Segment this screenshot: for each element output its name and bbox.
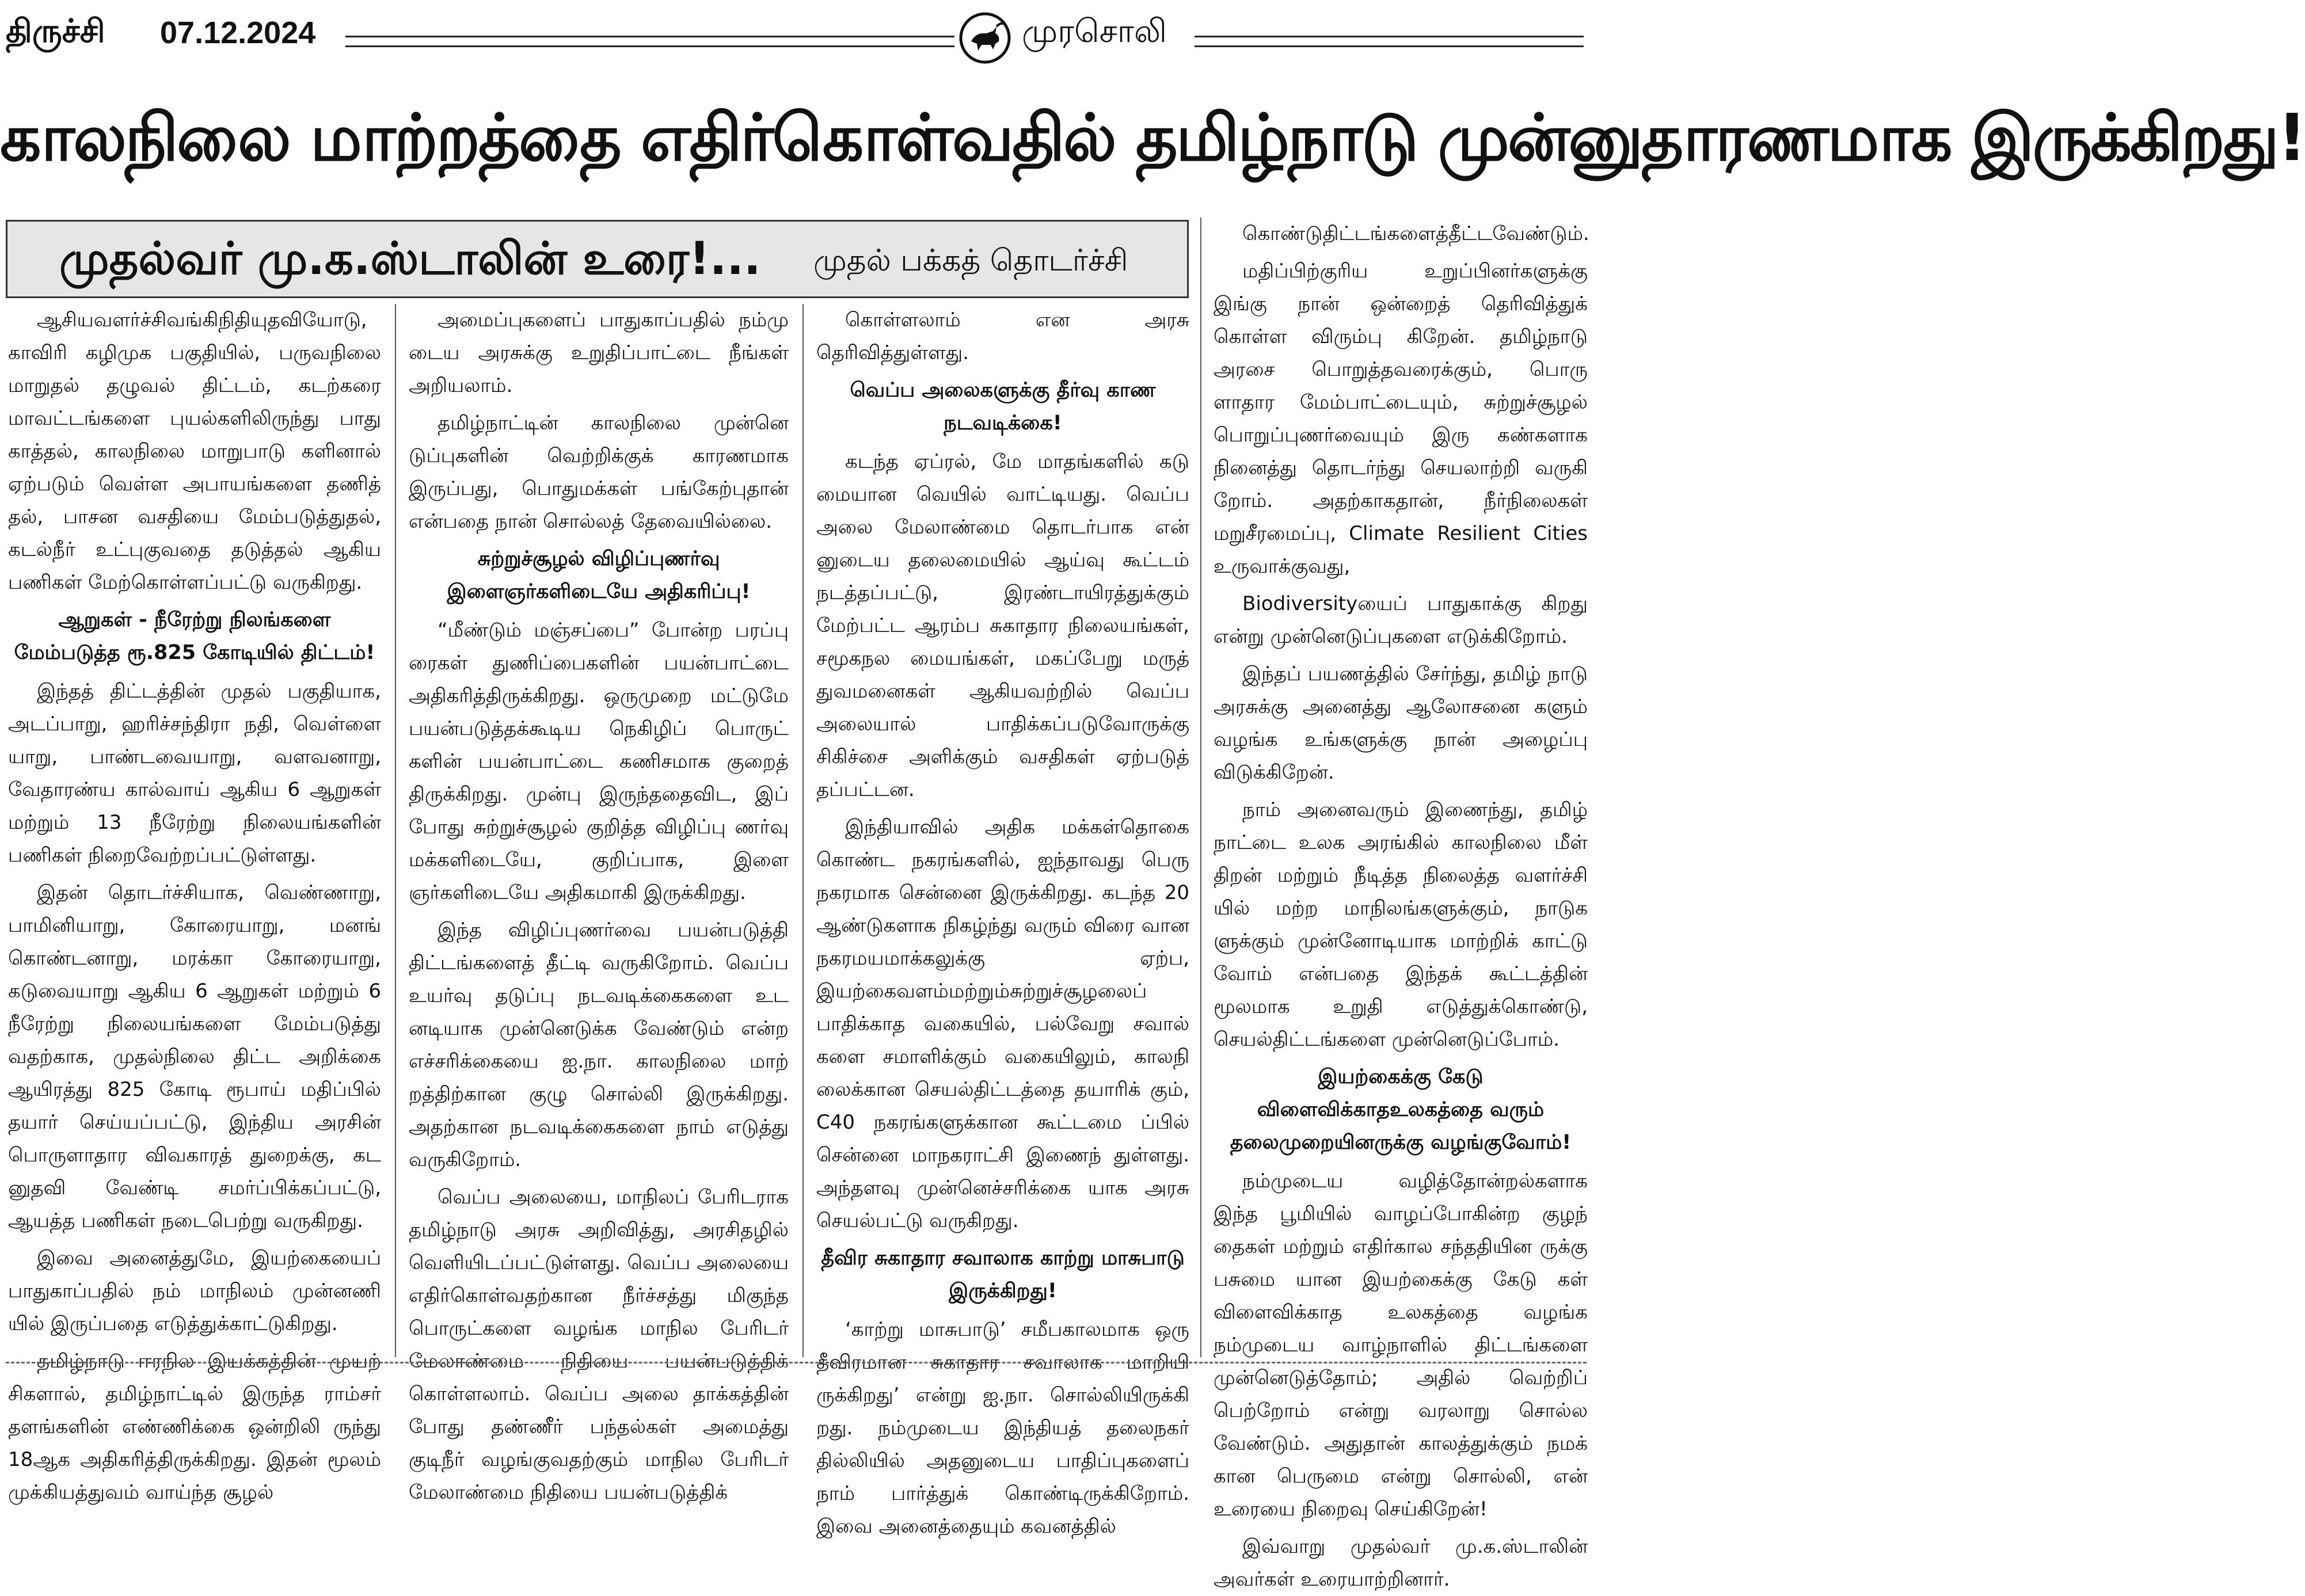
paragraph: அமைப்புகளைப் பாதுகாப்பதில் நம்மு டைய அரசுக்கு உறுதிப்பாட்டை நீங்கள் அறியலாம். — [409, 308, 789, 397]
masthead — [0, 0, 1592, 75]
paragraph: ‘காற்று மாசுபாடு’ சமீபகாலமாக ஒரு தீவிரமான சுகாதார சவாலாக மாறியி ருக்கிறது’ என்று ஐ.நா. சொல்லியிருக்கி றது. நம்முடைய இந்தியத் தலைநகர் தில்லியில் அதனுடைய பாதிப்புகளைப் நாம் பார்த்துக் கொண்டிருக்கிறோம். இவை அனைத்தையும் கவனத்தில் — [816, 1318, 1189, 1538]
section-subheading: இயற்கைக்கு கேடு விளைவிக்காதஉலகத்தை வரும் தலைமுறையினருக்கு வழங்குவோம்! — [1230, 1065, 1572, 1154]
section-subheading: வெப்ப அலைகளுக்கு தீர்வு காண நடவடிக்கை! — [850, 379, 1156, 435]
paragraph: இவ்வாறு முதல்வர் மு.க.ஸ்டாலின் அவர்கள் உரையாற்றினார். — [1214, 1535, 1588, 1591]
section-subheading: சுற்றுச்சூழல் விழிப்புணர்வு இளைஞர்களிடையே அதிகரிப்பு! — [447, 547, 751, 603]
subheadline-title: முதல்வர் மு.க.ஸ்டாலின் உரை!... — [59, 233, 761, 285]
paragraph: இந்தப் பயணத்தில் சேர்ந்து, தமிழ் நாடு அரசுக்கு அனைத்து ஆலோசனை களும் வழங்க உங்களுக்கு நான் அழைப்பு விடுக்கிறேன். — [1214, 662, 1588, 784]
paragraph: கடந்த ஏப்ரல், மே மாதங்களில் கடு மையான வெயில் வாட்டியது. வெப்ப அலை மேலாண்மை தொடர்பாக என் னுடைய தலைமையில் ஆய்வு கூட்டம் நடத்தப்பட்டு, இரண்டாயிரத்துக்கும் மேற்பட்ட ஆரம்ப சுகாதார நிலையங்கள், சமூகநல மையங்கள், மகப்பேறு மருத் துவமனைகள் ஆகியவற்றில் வெப்ப அலையால் பாதிக்கப்படுவோருக்கு சிகிச்சை அளிக்கும் வசதிகள் ஏற்படுத் தப்பட்டன. — [816, 450, 1189, 801]
paragraph: இவை அனைத்துமே, இயற்கையைப் பாதுகாப்பதில் நம் மாநிலம் முன்னணி யில் இருப்பதை எடுத்துக்காட்டுகிறது. — [8, 1247, 381, 1335]
edition-city: திருச்சி — [6, 13, 105, 50]
paragraph: கொண்டுதிட்டங்களைத்தீட்டவேண்டும். — [1242, 222, 1589, 245]
paragraph: இதன் தொடர்ச்சியாக, வெண்ணாறு, பாமினியாறு, கோரையாறு, மனங் கொண்டனாறு, மரக்கா கோரையாறு, கடுவையாறு ஆகிய 6 ஆறுகள் மற்றும் 6 நீரேற்று நிலையங்களை மேம்படுத்து வதற்காக, முதல்நிலை திட்ட அறிக்கை ஆயிரத்து 825 கோடி ரூபாய் மதிப்பில் தயார் செய்யப்பட்டு, இந்திய அரசின் பொருளாதார விவகாரத் துறைக்கு, கட னுதவி வேண்டி சமர்ப்பிக்கப்பட்டு, ஆயத்த பணிகள் நடைபெற்று வருகிறது. — [8, 881, 381, 1232]
paragraph: இந்தத் திட்டத்தின் முதல் பகுதியாக, அடப்பாறு, ஹரிச்சந்திரா நதி, வெள்ளை யாறு, பாண்டவையாறு, வளவனாறு, வேதாரண்ய கால்வாய் ஆகிய 6 ஆறுகள் மற்றும் 13 நீரேற்று நிலையங்களின் பணிகள் நிறைவேற்றப்பட்டுள்ளது. — [8, 680, 381, 867]
edition-date: 07.12.2024 — [160, 16, 316, 50]
paragraph: நம்முடைய வழித்தோன்றல்களாக இந்த பூமியில் வாழப்போகின்ற குழந் தைகள் மற்றும் எதிர்கால சந்ததியின ருக்கு பசுமை யான இயற்கைக்கு கேடு கள் விளைவிக்காத உலகத்தை வழங்க நம்முடைய வாழ்நாளில் திட்டங்களை முன்னெடுத்தோம்; அதில் வெற்றிப் பெற்றோம் என்று வரலாறு சொல்ல வேண்டும். அதுதான் காலத்துக்கும் நமக் கான பெருமை என்று சொல்லி, என் உரையை நிறைவு செய்கிறேன்! — [1214, 1170, 1588, 1521]
paragraph: நாம் அனைவரும் இணைந்து, தமிழ் நாட்டை உலக அரங்கில் காலநிலை மீள் திறன் மற்றும் நீடித்த நிலைத்த வளர்ச்சி யில் மற்ற மாநிலங்களுக்கும், நாடுக ளுக்கும் முன்னோடியாக மாற்றிக் காட்டு வோம் என்பதை இந்தக் கூட்டத்தின் மூலமாக உறுதி எடுத்துக்கொண்டு, செயல்திட்டங்களை முன்னெடுப்போம். — [1214, 798, 1588, 1051]
article-column-1 — [8, 304, 381, 1504]
masthead-rule-right — [1195, 36, 1584, 47]
column-divider — [395, 304, 396, 1357]
newspaper-name: முரசொலி — [1022, 13, 1167, 50]
paragraph: தமிழ்நாடு ஈரநில இயக்கத்தின் முயற் சிகளால், தமிழ்நாட்டில் இருந்த ராம்சர் தளங்களின் எண்ணிக்கை ஒன்றிலி ருந்து 18ஆக அதிகரித்திருக்கிறது. இதன் மூலம் முக்கியத்துவம் வாய்ந்த சூழல் — [8, 1350, 381, 1504]
column-divider — [802, 304, 804, 1357]
paragraph: கொள்ளலாம் என அரசு தெரிவித்துள்ளது. — [816, 308, 1189, 364]
bull-emblem-icon — [958, 12, 1011, 64]
paragraph: மதிப்பிற்குரிய உறுப்பினர்களுக்கு இங்கு நான் ஒன்றைத் தெரிவித்துக் கொள்ள விரும்பு கிறேன். தமிழ்நாடு அரசை பொறுத்தவரைக்கும், பொரு ளாதார மேம்பாட்டையும், சுற்றுச்சூழல் பொறுப்புணர்வையும் இரு கண்களாக நினைத்து தொடர்ந்து செயலாற்றி வருகி றோம். அதற்காகதான், நீர்நிலைகள் மறுசீரமைப்பு, Climate Resilient Cities உருவாக்குவது, — [1214, 260, 1588, 578]
page-headline: காலநிலை மாற்றத்தை எதிர்கொள்வதில் தமிழ்நாடு முன்னுதாரணமாக இருக்கிறது! — [0, 101, 2305, 176]
paragraph: இந்தியாவில் அதிக மக்கள்தொகை கொண்ட நகரங்களில், ஐந்தாவது பெரு நகரமாக சென்னை இருக்கிறது. கடந்த 20 ஆண்டுகளாக நிகழ்ந்து வரும் விரை வான நகரமயமாக்கலுக்கு ஏற்ப, இயற்கைவளம்மற்றும்சுற்றுச்சூழலைப் பாதிக்காத வகையில், பல்வேறு சவால் களை சமாளிக்கும் வகையிலும், காலநி லைக்கான செயல்திட்டத்தை தயாரிக் கும், C40 நகரங்களுக்கான கூட்டமை ப்பில் சென்னை மாநகராட்சி இணைந் துள்ளது. அந்தளவு முன்னெச்சரிக்கை யாக அரசு செயல்பட்டு வருகிறது. — [816, 816, 1189, 1232]
paragraph: வெப்ப அலையை, மாநிலப் பேரிடராக தமிழ்நாடு அரசு அறிவித்து, அரசிதழில் வெளியிடப்பட்டுள்ளது. வெப்ப அலையை எதிர்கொள்வதற்கான நீர்ச்சத்து மிகுந்த பொருட்களை வழங்க மாநில பேரிடர் மேலாண்மை நிதியை பயன்படுத்திக் கொள்ளலாம். வெப்ப அலை தாக்கத்தின் போது தண்ணீர் பந்தல்கள் அமைத்து குடிநீர் வழங்குவதற்கும் மாநில பேரிடர் மேலாண்மை நிதியை பயன்படுத்திக் — [409, 1186, 789, 1504]
section-subheading: தீவிர சுகாதார சவாலாக காற்று மாசுபாடு இருக்கிறது! — [821, 1247, 1185, 1302]
bottom-rule — [6, 1362, 1587, 1363]
article-column-3 — [816, 304, 1189, 1538]
paragraph: Biodiversityயைப் பாதுகாக்கு கிறது என்று முன்னெடுப்புகளை எடுக்கிறோம். — [1214, 592, 1588, 648]
paragraph: இந்த விழிப்புணர்வை பயன்படுத்தி திட்டங்களைத் தீட்டி வருகிறோம். வெப்ப உயர்வு தடுப்பு நடவடிக்கைகளை உட னடியாக முன்னெடுக்க வேண்டும் என்ற எச்சரிக்கையை ஐ.நா. காலநிலை மாற் றத்திற்கான குழு சொல்லி இருக்கிறது. அதற்கான நடவடிக்கைகளை நாம் எடுத்து வருகிறோம். — [409, 919, 789, 1171]
article-column-4 — [1214, 218, 1589, 1591]
paragraph: தமிழ்நாட்டின் காலநிலை முன்னெ டுப்புகளின் வெற்றிக்குக் காரணமாக இருப்பது, பொதுமக்கள் பங்கேற்புதான் என்பதை நான் சொல்லத் தேவையில்லை. — [409, 412, 789, 533]
subheadline-box — [6, 220, 1189, 298]
article-column-2 — [409, 304, 789, 1504]
section-subheading: ஆறுகள் - நீரேற்று நிலங்களை மேம்படுத்த ரூ.825 கோடியில் திட்டம்! — [14, 608, 375, 664]
column-divider — [1200, 218, 1201, 1357]
paragraph: ஆசியவளர்ச்சிவங்கிநிதியுதவியோடு, காவிரி கழிமுக பகுதியில், பருவநிலை மாறுதல் தழுவல் திட்டம், கடற்கரை மாவட்டங்களை புயல்களிலிருந்து பாது காத்தல், காலநிலை மாறுபாடு களினால் ஏற்படும் வெள்ள அபாயங்களை தணித் தல், பாசன வசதியை மேம்படுத்துதல், கடல்நீர் உட்புகுவதை தடுத்தல் ஆகிய பணிகள் மேற்கொள்ளப்பட்டு வருகிறது. — [8, 308, 381, 594]
paragraph: “மீண்டும் மஞ்சப்பை” போன்ற பரப்பு ரைகள் துணிப்பைகளின் பயன்பாட்டை அதிகரித்திருக்கிறது. ஒருமுறை மட்டுமே பயன்படுத்தக்கூடிய நெகிழிப் பொருட் களின் பயன்பாட்டை கணிசமாக குறைத் திருக்கிறது. முன்பு இருந்ததைவிட, இப் போது சுற்றுச்சூழல் குறித்த விழிப்பு ணர்வு மக்களிடையே, குறிப்பாக, இளை ஞர்களிடையே அதிகமாகி இருக்கிறது. — [409, 619, 789, 904]
continuation-note: முதல் பக்கத் தொடர்ச்சி — [813, 243, 1128, 278]
masthead-rule-left — [345, 36, 954, 47]
